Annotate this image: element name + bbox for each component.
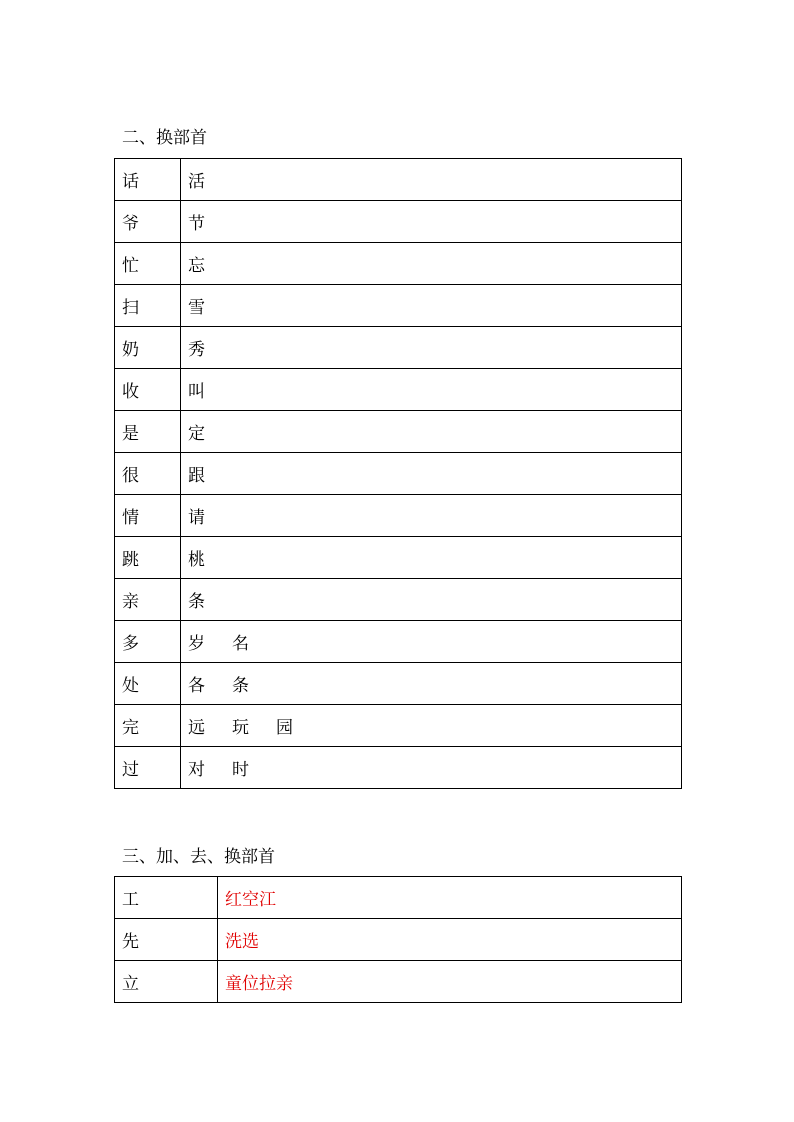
table-row <box>115 919 682 961</box>
radical-add-remove-swap-table <box>114 876 682 1003</box>
answer-cell <box>181 243 682 285</box>
base-character: 完 <box>115 705 181 747</box>
section-2-title: 二、换部首 <box>122 128 207 148</box>
answer-character: 叫 <box>188 382 205 402</box>
answer-character: 秀 <box>188 340 205 360</box>
answer-cell <box>181 579 682 621</box>
base-character: 处 <box>115 663 181 705</box>
base-character: 爷 <box>115 201 181 243</box>
base-character: 多 <box>115 621 181 663</box>
table-row <box>115 705 682 747</box>
answer-cell <box>181 369 682 411</box>
answer-cell <box>181 495 682 537</box>
answer-character: 玩 <box>232 718 249 738</box>
answer-cell <box>181 705 682 747</box>
table-row <box>115 369 682 411</box>
table-row <box>115 537 682 579</box>
answer-character: 忘 <box>188 256 205 276</box>
base-character: 跳 <box>115 537 181 579</box>
answer-cell <box>181 621 682 663</box>
radical-swap-table <box>114 158 682 789</box>
base-character: 奶 <box>115 327 181 369</box>
table-row <box>115 621 682 663</box>
table-row <box>115 411 682 453</box>
answer-text: 童位拉亲 <box>225 974 293 994</box>
answer-cell <box>181 747 682 789</box>
section-3-title: 三、加、去、换部首 <box>122 847 275 867</box>
answer-character: 节 <box>188 214 205 234</box>
base-character: 工 <box>115 877 218 919</box>
answer-character: 桃 <box>188 550 205 570</box>
table-row <box>115 453 682 495</box>
table-row <box>115 159 682 201</box>
table-row <box>115 327 682 369</box>
answer-character: 名 <box>232 634 249 654</box>
base-character: 很 <box>115 453 181 495</box>
table-row <box>115 663 682 705</box>
base-character: 是 <box>115 411 181 453</box>
answer-cell <box>181 201 682 243</box>
answer-cell <box>181 285 682 327</box>
base-character: 先 <box>115 919 218 961</box>
answer-character: 各 <box>188 676 205 696</box>
table-row <box>115 579 682 621</box>
answer-cell <box>181 411 682 453</box>
base-character: 亲 <box>115 579 181 621</box>
answer-cell <box>181 327 682 369</box>
table-row <box>115 495 682 537</box>
table-row <box>115 877 682 919</box>
table-row <box>115 285 682 327</box>
table-row <box>115 201 682 243</box>
answer-character: 跟 <box>188 466 205 486</box>
answer-cell <box>218 961 682 1003</box>
base-character: 话 <box>115 159 181 201</box>
table-row <box>115 961 682 1003</box>
base-character: 立 <box>115 961 218 1003</box>
answer-character: 活 <box>188 172 205 192</box>
answer-character: 远 <box>188 718 205 738</box>
table-row <box>115 243 682 285</box>
answer-character: 定 <box>188 424 205 444</box>
answer-character: 雪 <box>188 298 205 318</box>
answer-character: 请 <box>188 508 205 528</box>
base-character: 情 <box>115 495 181 537</box>
answer-character: 条 <box>232 676 249 696</box>
base-character: 扫 <box>115 285 181 327</box>
base-character: 收 <box>115 369 181 411</box>
answer-character: 条 <box>188 592 205 612</box>
base-character: 忙 <box>115 243 181 285</box>
answer-text: 红空江 <box>225 890 276 910</box>
answer-character: 岁 <box>188 634 205 654</box>
answer-cell <box>218 919 682 961</box>
answer-cell <box>181 663 682 705</box>
answer-cell <box>218 877 682 919</box>
answer-character: 园 <box>276 718 293 738</box>
answer-text: 洗选 <box>225 932 259 952</box>
answer-cell <box>181 159 682 201</box>
base-character: 过 <box>115 747 181 789</box>
answer-character: 时 <box>232 760 249 780</box>
answer-cell <box>181 453 682 495</box>
answer-character: 对 <box>188 760 205 780</box>
table-row <box>115 747 682 789</box>
answer-cell <box>181 537 682 579</box>
